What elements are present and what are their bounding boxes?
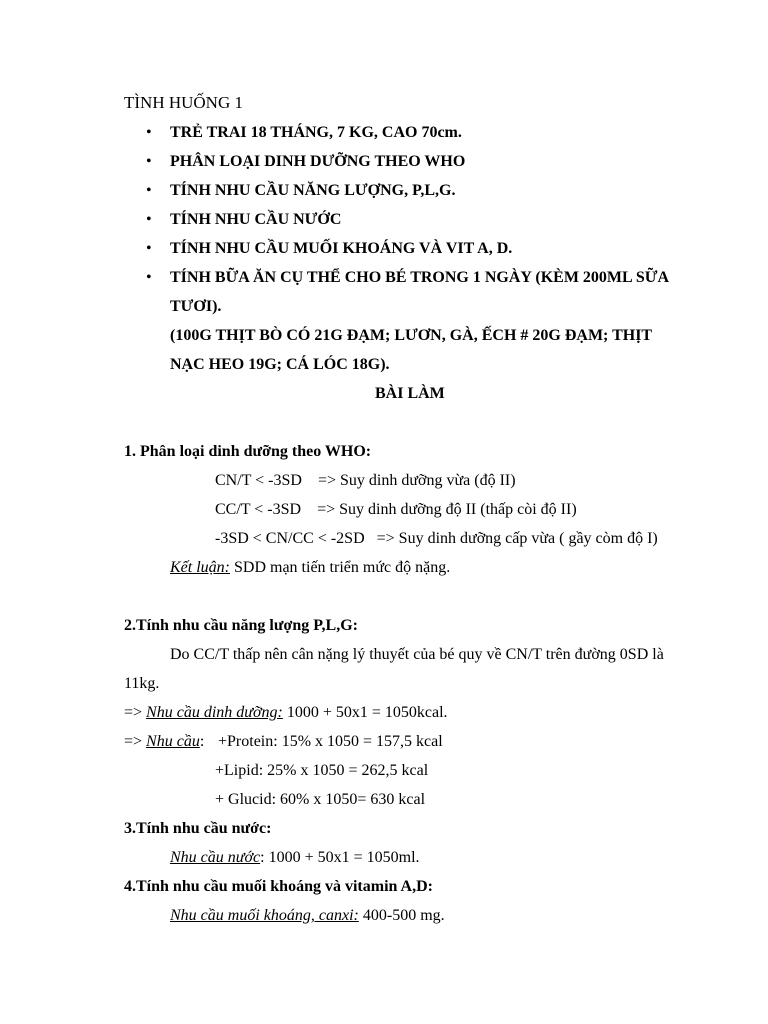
bullet-dot: • — [146, 211, 152, 228]
need-text: 1000 + 50x1 = 1050kcal. — [282, 704, 448, 721]
section1-conclusion — [170, 558, 450, 578]
bullet-dot: • — [146, 182, 152, 199]
conclusion-label: Kết luận: — [170, 559, 230, 576]
nc-label: Nhu cầu — [146, 733, 200, 750]
section2-heading: 2.Tính nhu cầu năng lượng P,L,G: — [124, 617, 358, 634]
section1-line: -3SD < CN/CC < -2SD => Suy dinh dưỡng cấp vừa ( gầy còm độ I) — [215, 530, 658, 547]
conclusion-text: SDD mạn tiến triển mức độ nặng. — [230, 559, 451, 576]
lipid-line: +Lipid: 25% x 1050 = 262,5 kcal — [215, 762, 429, 779]
section4-line — [170, 906, 445, 926]
section1-heading: 1. Phân loại dinh dưỡng theo WHO: — [124, 443, 372, 460]
water-label: Nhu cầu nước — [170, 849, 261, 866]
section2-need-line — [124, 703, 448, 723]
mineral-text: 400-500 mg. — [358, 907, 445, 924]
bullet-continuation: NẠC HEO 19G; CÁ LÓC 18G). — [170, 356, 390, 373]
answer-heading: BÀI LÀM — [375, 385, 445, 402]
bullet-dot: • — [146, 124, 152, 141]
bullet-dot: • — [146, 240, 152, 257]
section1-line: CN/T < -3SD => Suy dinh dưỡng vừa (độ II) — [215, 472, 516, 489]
section3-heading: 3.Tính nhu cầu nước: — [124, 820, 272, 837]
bullet-item: TRẺ TRAI 18 THÁNG, 7 KG, CAO 70cm. — [170, 124, 462, 141]
section2-nc-line — [124, 732, 204, 752]
bullet-item: TÍNH NHU CẦU MUỐI KHOÁNG VÀ VIT A, D. — [170, 240, 513, 257]
section4-heading: 4.Tính nhu cầu muối khoáng và vitamin A,D: — [124, 878, 433, 895]
water-text: : 1000 + 50x1 = 1050ml. — [260, 849, 420, 866]
mineral-label: Nhu cầu muối khoáng, canxi: — [170, 907, 359, 924]
bullet-item: PHÂN LOẠI DINH DƯỠNG THEO WHO — [170, 153, 466, 170]
bullet-continuation: TƯƠI). — [170, 298, 222, 315]
section1-line: CC/T < -3SD => Suy dinh dưỡng độ II (thấp còi độ II) — [215, 501, 577, 518]
section3-line — [170, 848, 420, 868]
bullet-dot: • — [146, 153, 152, 170]
bullet-continuation: (100G THỊT BÒ CÓ 21G ĐẠM; LƯƠN, GÀ, ẾCH # 20G ĐẠM; THỊT — [170, 327, 653, 344]
section2-paragraph-line: 11kg. — [124, 675, 160, 692]
arrow-text: => — [124, 733, 147, 750]
bullet-item: TÍNH BỮA ĂN CỤ THỂ CHO BÉ TRONG 1 NGÀY (KÈM 200ML SỮA — [170, 269, 670, 286]
page-title: TÌNH HUỐNG 1 — [124, 93, 243, 112]
bullet-dot: • — [146, 269, 152, 286]
section2-paragraph-line: Do CC/T thấp nên cân nặng lý thuyết của bé quy về CN/T trên đường 0SD là — [170, 646, 664, 663]
need-label: Nhu cầu dinh dưỡng: — [146, 704, 283, 721]
bullet-item: TÍNH NHU CẦU NĂNG LƯỢNG, P,L,G. — [170, 182, 456, 199]
nc-colon: : — [199, 733, 205, 750]
bullet-item: TÍNH NHU CẦU NƯỚC — [170, 211, 342, 228]
glucid-line: + Glucid: 60% x 1050= 630 kcal — [215, 791, 426, 808]
arrow-text: => — [124, 704, 147, 721]
protein-line: +Protein: 15% x 1050 = 157,5 kcal — [218, 733, 443, 750]
